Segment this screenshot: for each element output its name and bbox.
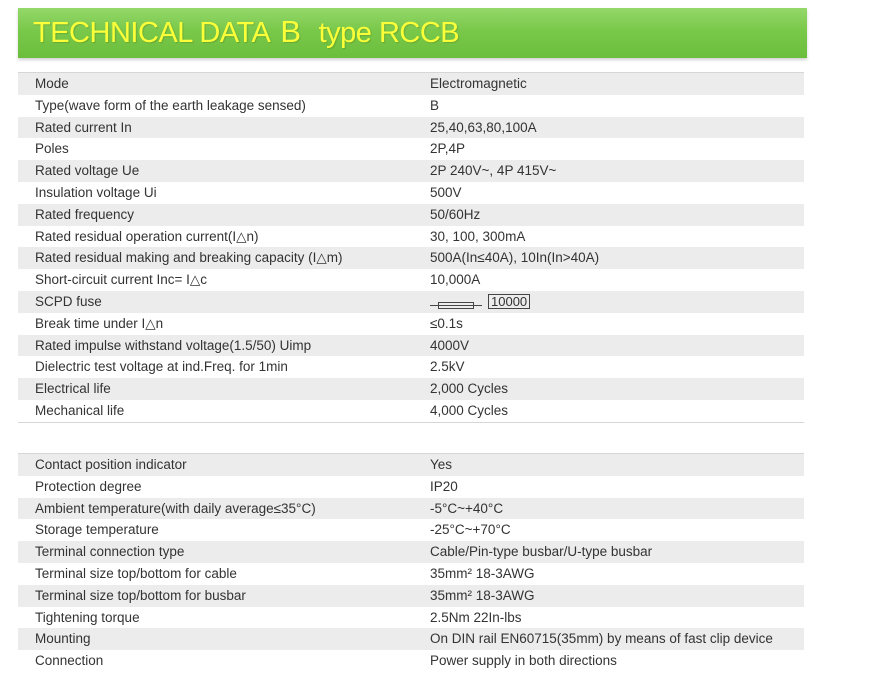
spec-label: Protection degree [18, 476, 413, 498]
spec-value: 4000V [413, 335, 804, 357]
spec-label: Rated impulse withstand voltage(1.5/50) Uimp [18, 335, 413, 357]
table-row [18, 138, 804, 160]
spec-value: 2.5Nm 22In-lbs [413, 607, 804, 629]
spec-label: Rated voltage Ue [18, 160, 413, 182]
spec-value: 500V [413, 182, 804, 204]
spec-value: 2,000 Cycles [413, 378, 804, 400]
table-row [18, 269, 804, 291]
spec-label: Rated frequency [18, 204, 413, 226]
spec-value: -5°C~+40°C [413, 498, 804, 520]
spec-label: Storage temperature [18, 519, 413, 541]
spec-label: Mounting [18, 628, 413, 650]
table-row [18, 563, 804, 585]
spec-label: Break time under I△n [18, 313, 413, 335]
spec-label: Mode [18, 73, 413, 95]
table-row [18, 335, 804, 357]
spec-label: Terminal connection type [18, 541, 413, 563]
table-row [18, 519, 804, 541]
spec-value: 500A(In≤40A), 10In(In>40A) [413, 247, 804, 269]
spec-value: 2.5kV [413, 356, 804, 378]
spec-value: 50/60Hz [413, 204, 804, 226]
table-row [18, 400, 804, 422]
spec-label: Dielectric test voltage at ind.Freq. for 1min [18, 356, 413, 378]
spec-value: B [413, 95, 804, 117]
spec-label: Type(wave form of the earth leakage sensed) [18, 95, 413, 117]
table-divider-rule [18, 422, 804, 423]
spec-value: 10,000A [413, 269, 804, 291]
spec-value-fuse [413, 291, 804, 313]
table-row [18, 585, 804, 607]
table-row [18, 247, 804, 269]
table-row [18, 498, 804, 520]
spec-label: Electrical life [18, 378, 413, 400]
table-row [18, 650, 804, 672]
table-row [18, 378, 804, 400]
table-row [18, 356, 804, 378]
spec-label: Mechanical life [18, 400, 413, 422]
spec-label: Terminal size top/bottom for busbar [18, 585, 413, 607]
table-row [18, 607, 804, 629]
spec-value: -25°C~+70°C [413, 519, 804, 541]
spec-value: 35mm² 18-3AWG [413, 563, 804, 585]
spec-value: 25,40,63,80,100A [413, 117, 804, 139]
table-row [18, 313, 804, 335]
title-model: type RCCB [318, 17, 460, 49]
table-row [18, 95, 804, 117]
spec-table-mechanical [18, 454, 804, 672]
spec-label: Insulation voltage Ui [18, 182, 413, 204]
spec-value: 2P,4P [413, 138, 804, 160]
spec-label: Rated current In [18, 117, 413, 139]
spec-value: 30, 100, 300mA [413, 226, 804, 248]
table-row [18, 454, 804, 476]
page-title [33, 13, 459, 52]
spec-value: Cable/Pin-type busbar/U-type busbar [413, 541, 804, 563]
spec-label: Rated residual operation current(I△n) [18, 226, 413, 248]
table-row [18, 73, 804, 95]
title-prefix: TECHNICAL DATA [33, 17, 271, 49]
spec-value: Electromagnetic [413, 73, 804, 95]
table-row [18, 476, 804, 498]
spec-value: On DIN rail EN60715(35mm) by means of fast clip device [413, 628, 804, 650]
spec-label: Contact position indicator [18, 454, 413, 476]
table-row [18, 204, 804, 226]
spec-label: Ambient temperature(with daily average≤35°C) [18, 498, 413, 520]
fuse-rating: 10000 [488, 294, 530, 309]
spec-label: Short-circuit current Inc= I△c [18, 269, 413, 291]
spec-label: Terminal size top/bottom for cable [18, 563, 413, 585]
spec-label: Tightening torque [18, 607, 413, 629]
spec-value: 2P 240V~, 4P 415V~ [413, 160, 804, 182]
spec-value: Yes [413, 454, 804, 476]
spec-label: Connection [18, 650, 413, 672]
spec-label: SCPD fuse [18, 291, 413, 313]
table-row [18, 628, 804, 650]
fuse-icon [430, 302, 482, 309]
spec-value: Power supply in both directions [413, 650, 804, 672]
spec-table-electrical [18, 73, 804, 422]
spec-value: 4,000 Cycles [413, 400, 804, 422]
spec-value: ≤0.1s [413, 313, 804, 335]
spec-value: IP20 [413, 476, 804, 498]
title-type: B [280, 14, 301, 49]
spec-label: Rated residual making and breaking capacity (I△m) [18, 247, 413, 269]
title-banner [18, 8, 807, 58]
spec-label: Poles [18, 138, 413, 160]
table-row [18, 160, 804, 182]
spec-value: 35mm² 18-3AWG [413, 585, 804, 607]
table-row [18, 541, 804, 563]
table-row [18, 117, 804, 139]
table-row [18, 226, 804, 248]
table-row [18, 291, 804, 313]
table-row [18, 182, 804, 204]
